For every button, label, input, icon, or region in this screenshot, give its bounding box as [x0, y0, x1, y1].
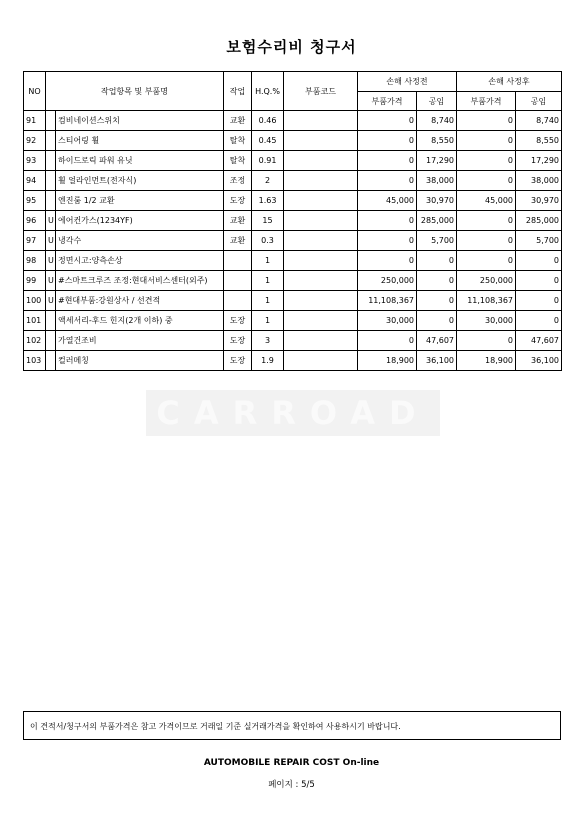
row-pre-part-price: 0	[358, 211, 417, 231]
row-no: 91	[24, 111, 46, 131]
row-work: 도장	[224, 331, 252, 351]
row-flag: U	[46, 271, 56, 291]
table-row	[24, 311, 562, 331]
row-pre-labor: 0	[417, 311, 457, 331]
table-row	[24, 291, 562, 311]
page-number: 페이지 : 5/5	[268, 780, 315, 790]
row-flag	[46, 111, 56, 131]
row-pre-labor: 5,700	[417, 231, 457, 251]
page-title: 보험수리비 청구서	[226, 38, 357, 56]
row-work	[224, 251, 252, 271]
row-pre-part-price: 0	[358, 151, 417, 171]
row-part-code	[284, 311, 358, 331]
row-flag	[46, 171, 56, 191]
row-pre-labor: 17,290	[417, 151, 457, 171]
header-after-labor: 공임	[516, 92, 562, 111]
row-part-code	[284, 211, 358, 231]
row-post-labor: 0	[516, 291, 562, 311]
row-post-labor: 8,740	[516, 111, 562, 131]
row-work: 도장	[224, 351, 252, 371]
row-pre-part-price: 11,108,367	[358, 291, 417, 311]
row-no: 94	[24, 171, 46, 191]
row-post-labor: 5,700	[516, 231, 562, 251]
row-pre-part-price: 0	[358, 131, 417, 151]
row-flag: U	[46, 291, 56, 311]
row-hq: 1	[252, 271, 284, 291]
row-work	[224, 291, 252, 311]
row-pre-part-price: 18,900	[358, 351, 417, 371]
row-post-part-price: 18,900	[457, 351, 516, 371]
row-item: #현대부품:강원상사 / 선견적	[56, 291, 224, 311]
row-flag: U	[46, 231, 56, 251]
watermark-logo: CARROAD	[146, 390, 440, 436]
row-pre-labor: 0	[417, 291, 457, 311]
row-pre-labor: 0	[417, 251, 457, 271]
row-hq: 0.3	[252, 231, 284, 251]
row-post-labor: 285,000	[516, 211, 562, 231]
row-post-labor: 8,550	[516, 131, 562, 151]
table-row	[24, 231, 562, 251]
claim-table	[23, 71, 562, 371]
table-row	[24, 191, 562, 211]
row-item: 냉각수	[56, 231, 224, 251]
row-hq: 1	[252, 311, 284, 331]
row-pre-labor: 285,000	[417, 211, 457, 231]
row-post-part-price: 45,000	[457, 191, 516, 211]
row-pre-part-price: 0	[358, 251, 417, 271]
table-row	[24, 351, 562, 371]
row-item: 가열건조비	[56, 331, 224, 351]
row-flag	[46, 311, 56, 331]
row-pre-labor: 0	[417, 271, 457, 291]
row-pre-labor: 30,970	[417, 191, 457, 211]
header-hq: H.Q.%	[252, 72, 284, 111]
row-no: 103	[24, 351, 46, 371]
table-row	[24, 271, 562, 291]
row-flag	[46, 331, 56, 351]
header-item: 작업항목 및 부품명	[46, 72, 224, 111]
row-post-part-price: 0	[457, 111, 516, 131]
row-pre-labor: 8,740	[417, 111, 457, 131]
row-item: 정면시고:양측손상	[56, 251, 224, 271]
row-work: 탈착	[224, 131, 252, 151]
table-row	[24, 111, 562, 131]
row-work: 도장	[224, 191, 252, 211]
footer-brand: AUTOMOBILE REPAIR COST On-line	[203, 758, 380, 768]
table-row	[24, 211, 562, 231]
row-hq: 1	[252, 291, 284, 311]
header-before-labor: 공임	[417, 92, 457, 111]
row-post-part-price: 0	[457, 211, 516, 231]
row-no: 97	[24, 231, 46, 251]
row-flag: U	[46, 211, 56, 231]
row-pre-labor: 8,550	[417, 131, 457, 151]
row-work: 조정	[224, 171, 252, 191]
price-notice: 이 견적서/청구서의 부품가격은 참고 가격이므로 거래일 기준 실거래가격을 확인하여 사용하시기 바랍니다.	[23, 711, 561, 740]
row-post-part-price: 0	[457, 131, 516, 151]
row-hq: 1.63	[252, 191, 284, 211]
row-pre-part-price: 0	[358, 231, 417, 251]
row-hq: 15	[252, 211, 284, 231]
row-pre-part-price: 0	[358, 331, 417, 351]
row-hq: 0.91	[252, 151, 284, 171]
header-part-code: 부품코드	[284, 72, 358, 111]
row-pre-part-price: 0	[358, 171, 417, 191]
table-row	[24, 331, 562, 351]
row-work	[224, 271, 252, 291]
row-pre-part-price: 45,000	[358, 191, 417, 211]
row-post-part-price: 30,000	[457, 311, 516, 331]
row-post-labor: 47,607	[516, 331, 562, 351]
row-pre-labor: 38,000	[417, 171, 457, 191]
row-pre-labor: 36,100	[417, 351, 457, 371]
row-item: 컴비네이션스위치	[56, 111, 224, 131]
table-row	[24, 131, 562, 151]
row-post-labor: 0	[516, 311, 562, 331]
row-item: #스마트크루즈 조정:현대서비스센터(외주)	[56, 271, 224, 291]
row-post-part-price: 0	[457, 231, 516, 251]
row-part-code	[284, 191, 358, 211]
row-work: 교환	[224, 231, 252, 251]
row-pre-part-price: 250,000	[358, 271, 417, 291]
row-hq: 0.46	[252, 111, 284, 131]
table-row	[24, 151, 562, 171]
row-post-part-price: 250,000	[457, 271, 516, 291]
row-post-part-price: 0	[457, 251, 516, 271]
row-part-code	[284, 251, 358, 271]
row-item: 액세서리-후드 힌지(2개 이하) 중	[56, 311, 224, 331]
row-post-part-price: 0	[457, 331, 516, 351]
table-row	[24, 251, 562, 271]
row-post-part-price: 11,108,367	[457, 291, 516, 311]
row-item: 휠 얼라인먼트(전자식)	[56, 171, 224, 191]
row-part-code	[284, 331, 358, 351]
row-pre-part-price: 0	[358, 111, 417, 131]
row-no: 100	[24, 291, 46, 311]
row-part-code	[284, 131, 358, 151]
row-flag	[46, 191, 56, 211]
row-pre-part-price: 30,000	[358, 311, 417, 331]
row-post-part-price: 0	[457, 151, 516, 171]
row-part-code	[284, 151, 358, 171]
row-work: 탈착	[224, 151, 252, 171]
header-work: 작업	[224, 72, 252, 111]
row-work: 도장	[224, 311, 252, 331]
row-post-labor: 17,290	[516, 151, 562, 171]
row-no: 95	[24, 191, 46, 211]
row-no: 93	[24, 151, 46, 171]
row-part-code	[284, 351, 358, 371]
header-before-part-price: 부품가격	[358, 92, 417, 111]
row-item: 스티어링 휠	[56, 131, 224, 151]
row-post-labor: 0	[516, 251, 562, 271]
row-no: 102	[24, 331, 46, 351]
row-hq: 0.45	[252, 131, 284, 151]
row-no: 99	[24, 271, 46, 291]
row-no: 92	[24, 131, 46, 151]
row-item: 컬러메칭	[56, 351, 224, 371]
row-flag	[46, 151, 56, 171]
row-flag	[46, 131, 56, 151]
row-no: 96	[24, 211, 46, 231]
row-item: 엔진룸 1/2 교환	[56, 191, 224, 211]
row-part-code	[284, 171, 358, 191]
row-post-part-price: 0	[457, 171, 516, 191]
row-part-code	[284, 291, 358, 311]
header-no: NO	[24, 72, 46, 111]
row-no: 98	[24, 251, 46, 271]
row-flag	[46, 351, 56, 371]
row-post-labor: 30,970	[516, 191, 562, 211]
row-work: 교환	[224, 211, 252, 231]
row-work: 교환	[224, 111, 252, 131]
table-row	[24, 171, 562, 191]
row-no: 101	[24, 311, 46, 331]
row-item: 에어컨가스(1234YF)	[56, 211, 224, 231]
row-post-labor: 38,000	[516, 171, 562, 191]
row-part-code	[284, 271, 358, 291]
row-hq: 2	[252, 171, 284, 191]
row-item: 하이드로릭 파워 유닛	[56, 151, 224, 171]
row-hq: 1.9	[252, 351, 284, 371]
row-hq: 1	[252, 251, 284, 271]
row-pre-labor: 47,607	[417, 331, 457, 351]
header-after-adjustment: 손해 사정후	[457, 72, 562, 92]
header-after-part-price: 부품가격	[457, 92, 516, 111]
row-post-labor: 0	[516, 271, 562, 291]
header-before-adjustment: 손해 사정전	[358, 72, 457, 92]
row-part-code	[284, 231, 358, 251]
row-hq: 3	[252, 331, 284, 351]
row-part-code	[284, 111, 358, 131]
row-post-labor: 36,100	[516, 351, 562, 371]
claim-rows	[24, 111, 562, 371]
row-flag: U	[46, 251, 56, 271]
